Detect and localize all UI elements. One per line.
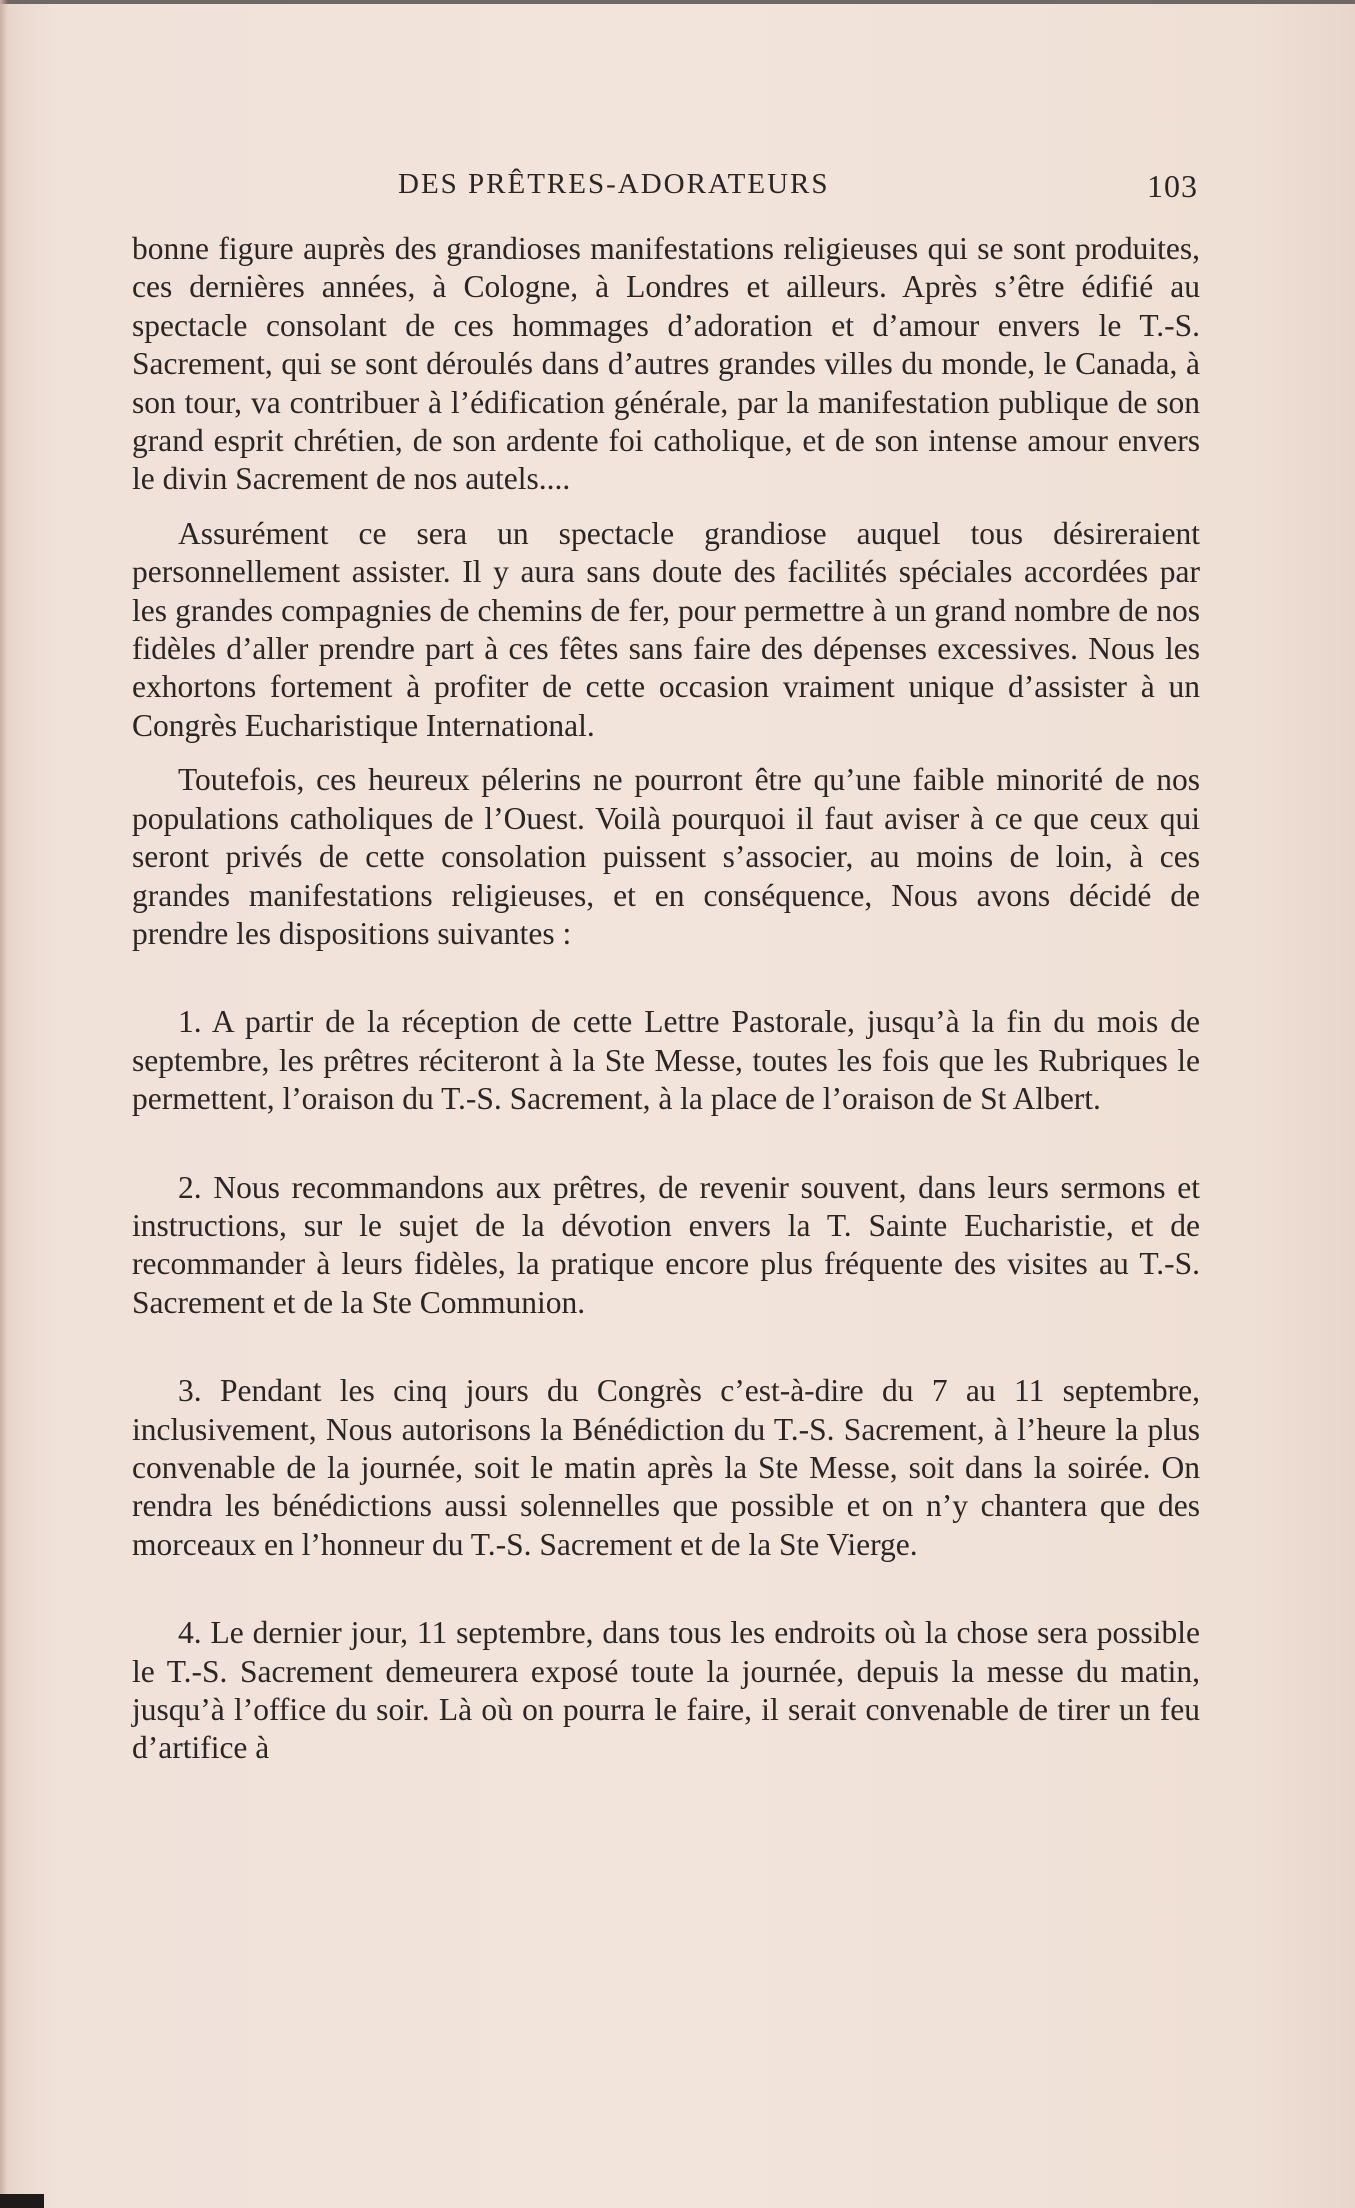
disposition-item-3: 3. Pendant les cinq jours du Congrès c’est-à-dire du 7 au 11 septembre, inclusivement, Nous autorisons la Bénédiction du T.-S. Sacrement, à l’heure la plus convenable de la journée, soit le matin après la Ste Messe, soit dans la soirée. On rendra les bénédictions aussi solennelles que possible et on n’y chantera que des morceaux en l’honneur du T.-S. Sacrement et de la Ste Vierge. (132, 1373, 1200, 1562)
page-gutter-shadow (0, 0, 8, 2208)
page-top-edge (0, 0, 1355, 4)
disposition-item-4: 4. Le dernier jour, 11 septembre, dans tous les endroits où la chose sera possible le T.-S. Sacrement demeurera exposé toute la journée, depuis la messe du matin, jusqu’à l’office du soir. Là où on pourra le faire, il serait convenable de tirer un feu d’artifice à (132, 1615, 1200, 1766)
body-text (132, 230, 1200, 1768)
page-corner-shadow (0, 2194, 44, 2208)
disposition-item-2: 2. Nous recommandons aux prêtres, de revenir souvent, dans leurs sermons et instructions, sur le sujet de la dévotion envers la T. Sainte Eucharistie, et de recommander à leurs fidèles, la pratique encore plus fréquente des visites au T.-S. Sacrement et de la Ste Communion. (132, 1169, 1200, 1320)
page-number: 103 (1147, 168, 1198, 204)
disposition-item-1: 1. A partir de la réception de cette Lettre Pastorale, jusqu’à la fin du mois de septembre, les prêtres réciteront à la Ste Messe, toutes les fois que les Rubriques le permettent, l’oraison du T.-S. Sacrement, à la place de l’oraison de St Albert. (132, 1004, 1200, 1117)
paragraph-continuation: bonne figure auprès des grandioses manifestations religieuses qui se sont produites, ces dernières années, à Cologne, à Londres et ailleurs. Après s’être édifié au spectacle consolant de ces hommages d’adoration et d’amour envers le T.-S. Sacrement, qui se sont déroulés dans d’autres grandes villes du monde, le Canada, à son tour, va contribuer à l’édification générale, par la manifestation publique de son grand esprit chrétien, de son ardente foi catholique, et de son intense amour envers le divin Sacrement de nos autels.... (132, 231, 1200, 497)
paragraph-toutefois: Toutefois, ces heureux pélerins ne pourront être qu’une faible minorité de nos populations catholiques de l’Ouest. Voilà pourquoi il faut aviser à ce que ceux qui seront privés de cette consolation puissent s’associer, au moins de loin, à ces grandes manifestations religieuses, et en conséquence, Nous avons décidé de prendre les dispositions suivantes : (132, 762, 1200, 951)
paragraph-assurement: Assurément ce sera un spectacle grandiose auquel tous désireraient personnellement assister. Il y aura sans doute des facilités spéciales accordées par les grandes compagnies de chemins de fer, pour permettre à un grand nombre de nos fidèles d’aller prendre part à ces fêtes sans faire des dépenses excessives. Nous les exhortons fortement à profiter de cette occasion vraiment unique d’assister à un Congrès Eucharistique International. (132, 515, 1200, 743)
running-title: DES PRÊTRES-ADORATEURS (398, 168, 830, 200)
running-header (136, 168, 1198, 208)
